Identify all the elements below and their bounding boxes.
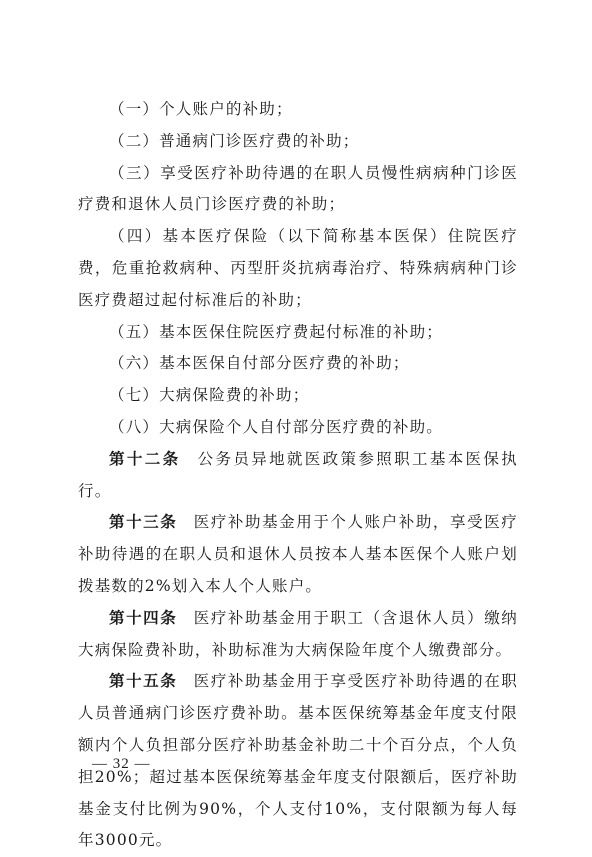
article-14-text: 医疗补助基金用于职工（含退休人员）缴纳大病保险费补助，补助标准为大病保险年度个人缴费部分。 (78, 608, 518, 659)
article-15-title: 第十五条 (109, 672, 178, 691)
list-item-7: （七）大病保险费的补助； (109, 386, 310, 405)
article-13-title: 第十三条 (109, 513, 178, 532)
list-item-4: （四）基本医疗保险（以下简称基本医保）住院医疗费，危重抢救病种、丙型肝炎抗病毒治疗、特殊病病种门诊医疗费超过起付标准后的补助； (78, 227, 518, 309)
page-number: — 32 — (92, 756, 151, 772)
article-14 (78, 603, 518, 667)
article-12-title: 第十二条 (109, 449, 181, 468)
article-14-title: 第十四条 (109, 608, 178, 627)
list-item-3: （三）享受医疗补助待遇的在职人员慢性病病种门诊医疗费和退休人员门诊医疗费的补助； (78, 163, 518, 214)
article-12-text: 公务员异地就医政策参照职工基本医保执行。 (78, 449, 518, 500)
list-item-1: （一）个人账户的补助； (109, 100, 293, 118)
list-item-2: （二）普通病门诊医疗费的补助； (109, 131, 360, 150)
article-12 (78, 444, 518, 508)
list-item-6: （六）基本医保自付部分医疗费的补助； (109, 354, 410, 373)
list-item-5: （五）基本医保住院医疗费起付标准的补助； (109, 322, 444, 341)
article-15-text: 医疗补助基金用于享受医疗补助待遇的在职人员普通病门诊医疗费补助。基本医保统筹基金年度支付限额内个人负担部分医疗补助基金补助二十个百分点，个人负担20%；超过基本医保统筹基金年度支付限额后，医疗补助基金支付比例为90%，个人支付10%，支付限额为每人每年3000元。 (78, 672, 518, 850)
list-item-8: （八）大病保险个人自付部分医疗费的补助。 (109, 417, 444, 436)
article-13 (78, 507, 518, 602)
document-body (78, 94, 518, 857)
article-13-text: 医疗补助基金用于个人账户补助，享受医疗补助待遇的在职人员和退休人员按本人基本医保个人账户划拨基数的2%划入本人个人账户。 (78, 513, 518, 595)
